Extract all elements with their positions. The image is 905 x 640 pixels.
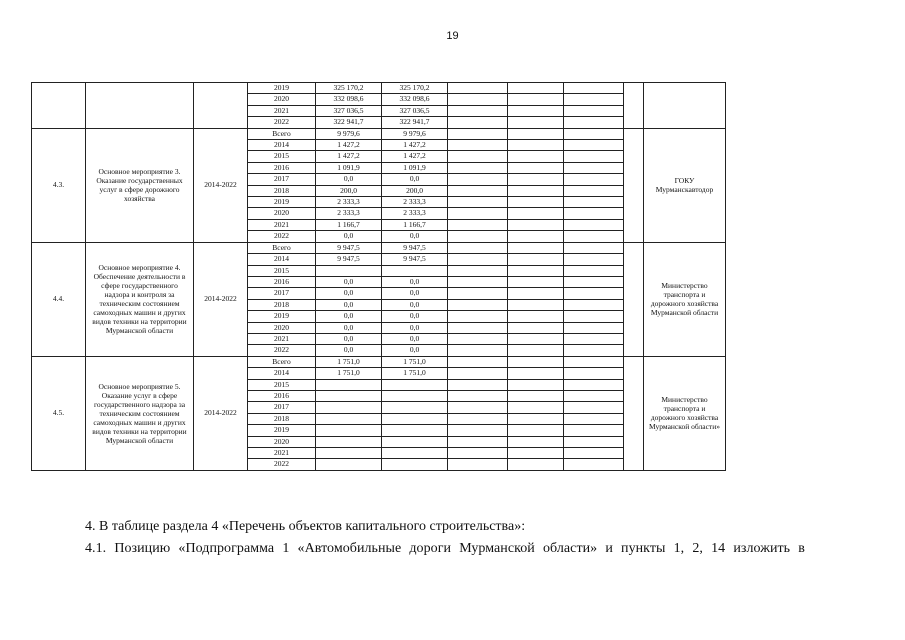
total-cell: 0,0 — [316, 311, 382, 322]
empty-cell — [508, 185, 564, 196]
empty-cell — [564, 299, 624, 310]
measure-name: Основное мероприятие 3. Оказание государственных услуг в сфере дорожного хозяйства — [86, 128, 194, 242]
total-cell: 0,0 — [316, 333, 382, 344]
year-cell: 2020 — [248, 94, 316, 105]
period-cell — [194, 83, 248, 129]
total-cell: 1 751,0 — [316, 356, 382, 367]
total-cell: 1 091,9 — [316, 162, 382, 173]
empty-cell — [508, 436, 564, 447]
measure-executor: Министерство транспорта и дорожного хозяйства Мурманской области — [644, 242, 726, 356]
regional-cell — [382, 459, 448, 470]
empty-cell — [564, 402, 624, 413]
regional-cell: 325 170,2 — [382, 83, 448, 94]
empty-cell — [508, 219, 564, 230]
empty-cell — [508, 413, 564, 424]
year-cell: 2016 — [248, 162, 316, 173]
empty-cell — [448, 231, 508, 242]
regional-cell: 9 947,5 — [382, 254, 448, 265]
empty-cell — [448, 436, 508, 447]
empty-cell — [508, 174, 564, 185]
empty-cell — [564, 345, 624, 356]
empty-cell — [508, 140, 564, 151]
measure-period: 2014-2022 — [194, 128, 248, 242]
executor-cell — [644, 83, 726, 129]
total-cell: 322 941,7 — [316, 117, 382, 128]
measure-executor: Министерство транспорта и дорожного хозяйства Мурманской области» — [644, 356, 726, 470]
regional-cell: 0,0 — [382, 333, 448, 344]
year-cell: 2020 — [248, 322, 316, 333]
spacer-cell — [624, 356, 644, 470]
regional-cell: 322 941,7 — [382, 117, 448, 128]
total-cell — [316, 459, 382, 470]
empty-cell — [508, 231, 564, 242]
empty-cell — [564, 94, 624, 105]
regional-cell: 0,0 — [382, 345, 448, 356]
empty-cell — [448, 185, 508, 196]
empty-cell — [448, 368, 508, 379]
empty-cell — [564, 105, 624, 116]
empty-cell — [508, 368, 564, 379]
empty-cell — [448, 413, 508, 424]
year-cell: 2019 — [248, 311, 316, 322]
regional-cell: 1 091,9 — [382, 162, 448, 173]
regional-cell: 0,0 — [382, 174, 448, 185]
total-cell: 0,0 — [316, 288, 382, 299]
measure-period: 2014-2022 — [194, 242, 248, 356]
empty-cell — [564, 128, 624, 139]
empty-cell — [564, 448, 624, 459]
empty-cell — [508, 242, 564, 253]
year-cell: Всего — [248, 242, 316, 253]
empty-cell — [448, 128, 508, 139]
regional-cell: 327 036,5 — [382, 105, 448, 116]
empty-cell — [508, 356, 564, 367]
regional-cell: 1 751,0 — [382, 356, 448, 367]
measure-name: Основное мероприятие 5. Оказание услуг в сфере государственного надзора за техническим состоянием самоходных машин и других видов техники на территории Мурманской области — [86, 356, 194, 470]
total-cell: 0,0 — [316, 345, 382, 356]
empty-cell — [508, 265, 564, 276]
empty-cell — [448, 425, 508, 436]
empty-cell — [508, 299, 564, 310]
empty-cell — [448, 242, 508, 253]
empty-cell — [508, 117, 564, 128]
measure-number: 4.5. — [32, 356, 86, 470]
table-row — [32, 83, 726, 94]
empty-cell — [564, 368, 624, 379]
empty-cell — [508, 402, 564, 413]
measure-name: Основное мероприятие 4. Обеспечение деятельности в сфере государственного надзора и контроля за техническим состоянием самоходных машин и других видов техники на территории Мурманской области — [86, 242, 194, 356]
empty-cell — [564, 379, 624, 390]
year-cell: 2016 — [248, 276, 316, 287]
year-cell: 2017 — [248, 174, 316, 185]
regional-cell: 0,0 — [382, 276, 448, 287]
empty-cell — [448, 402, 508, 413]
spacer-cell — [624, 128, 644, 242]
year-cell: 2021 — [248, 219, 316, 230]
empty-cell — [508, 459, 564, 470]
empty-cell — [564, 425, 624, 436]
empty-cell — [508, 254, 564, 265]
year-cell: 2016 — [248, 390, 316, 401]
empty-cell — [448, 356, 508, 367]
empty-cell — [564, 436, 624, 447]
regional-cell: 0,0 — [382, 231, 448, 242]
empty-cell — [508, 333, 564, 344]
empty-cell — [508, 83, 564, 94]
empty-cell — [564, 151, 624, 162]
empty-cell — [564, 254, 624, 265]
empty-cell — [448, 288, 508, 299]
empty-cell — [508, 390, 564, 401]
empty-cell — [448, 83, 508, 94]
empty-cell — [448, 265, 508, 276]
empty-cell — [448, 333, 508, 344]
empty-cell — [564, 288, 624, 299]
empty-cell — [564, 219, 624, 230]
regional-cell: 1 427,2 — [382, 151, 448, 162]
empty-cell — [448, 105, 508, 116]
measure-number: 4.4. — [32, 242, 86, 356]
year-cell: 2020 — [248, 436, 316, 447]
measure-period: 2014-2022 — [194, 356, 248, 470]
empty-cell — [448, 254, 508, 265]
total-cell: 0,0 — [316, 299, 382, 310]
empty-cell — [448, 162, 508, 173]
paragraph-section-4: 4. В таблице раздела 4 «Перечень объектов капитального строительства»: — [85, 519, 526, 534]
year-cell: Всего — [248, 356, 316, 367]
regional-cell: 1 427,2 — [382, 140, 448, 151]
total-cell — [316, 390, 382, 401]
total-cell — [316, 265, 382, 276]
empty-cell — [508, 425, 564, 436]
total-cell: 332 098,6 — [316, 94, 382, 105]
empty-cell — [508, 345, 564, 356]
regional-cell — [382, 425, 448, 436]
empty-cell — [508, 151, 564, 162]
empty-cell — [448, 94, 508, 105]
total-cell: 2 333,3 — [316, 208, 382, 219]
empty-cell — [448, 117, 508, 128]
regional-cell: 1 166,7 — [382, 219, 448, 230]
year-cell: 2015 — [248, 265, 316, 276]
empty-cell — [564, 197, 624, 208]
year-cell: 2021 — [248, 448, 316, 459]
empty-cell — [448, 345, 508, 356]
regional-cell: 0,0 — [382, 322, 448, 333]
empty-cell — [508, 162, 564, 173]
year-cell: 2015 — [248, 151, 316, 162]
empty-cell — [508, 379, 564, 390]
empty-cell — [508, 322, 564, 333]
empty-cell — [448, 322, 508, 333]
regional-cell — [382, 413, 448, 424]
total-cell — [316, 402, 382, 413]
total-cell: 9 947,5 — [316, 242, 382, 253]
total-cell: 1 166,7 — [316, 219, 382, 230]
empty-cell — [508, 197, 564, 208]
year-cell: 2021 — [248, 333, 316, 344]
empty-cell — [508, 276, 564, 287]
year-cell: 2019 — [248, 425, 316, 436]
empty-cell — [564, 322, 624, 333]
spacer-cell — [624, 242, 644, 356]
year-cell: 2022 — [248, 459, 316, 470]
page-number: 19 — [446, 30, 459, 42]
empty-cell — [448, 379, 508, 390]
total-cell: 9 979,6 — [316, 128, 382, 139]
total-cell: 1 427,2 — [316, 151, 382, 162]
empty-cell — [448, 174, 508, 185]
empty-cell — [508, 288, 564, 299]
empty-cell — [564, 413, 624, 424]
empty-cell — [564, 265, 624, 276]
total-cell: 9 947,5 — [316, 254, 382, 265]
year-cell: 2014 — [248, 140, 316, 151]
total-cell: 0,0 — [316, 174, 382, 185]
regional-cell: 0,0 — [382, 311, 448, 322]
empty-cell — [564, 242, 624, 253]
year-cell: 2017 — [248, 288, 316, 299]
empty-cell — [508, 208, 564, 219]
table-row — [32, 128, 726, 139]
year-cell: 2017 — [248, 402, 316, 413]
empty-cell — [448, 208, 508, 219]
empty-cell — [564, 208, 624, 219]
empty-cell — [508, 311, 564, 322]
empty-cell — [564, 231, 624, 242]
regional-cell: 9 979,6 — [382, 128, 448, 139]
regional-cell: 2 333,3 — [382, 197, 448, 208]
year-cell: Всего — [248, 128, 316, 139]
total-cell: 1 427,2 — [316, 140, 382, 151]
measure-number: 4.3. — [32, 128, 86, 242]
total-cell: 200,0 — [316, 185, 382, 196]
regional-cell: 2 333,3 — [382, 208, 448, 219]
regional-cell — [382, 379, 448, 390]
name-cell — [86, 83, 194, 129]
table-row — [32, 356, 726, 367]
total-cell — [316, 379, 382, 390]
empty-cell — [448, 448, 508, 459]
empty-cell — [564, 333, 624, 344]
total-cell: 0,0 — [316, 276, 382, 287]
total-cell: 325 170,2 — [316, 83, 382, 94]
total-cell — [316, 413, 382, 424]
regional-cell — [382, 436, 448, 447]
year-cell: 2014 — [248, 368, 316, 379]
empty-cell — [564, 162, 624, 173]
empty-cell — [564, 356, 624, 367]
total-cell: 327 036,5 — [316, 105, 382, 116]
total-cell — [316, 436, 382, 447]
empty-cell — [564, 185, 624, 196]
empty-cell — [448, 197, 508, 208]
regional-cell: 0,0 — [382, 288, 448, 299]
budget-table — [31, 82, 726, 471]
empty-cell — [564, 117, 624, 128]
measure-executor: ГОКУ Мурманскавтодор — [644, 128, 726, 242]
year-cell: 2022 — [248, 231, 316, 242]
total-cell — [316, 425, 382, 436]
regional-cell — [382, 402, 448, 413]
empty-cell — [564, 140, 624, 151]
year-cell: 2018 — [248, 185, 316, 196]
year-cell: 2022 — [248, 345, 316, 356]
year-cell: 2019 — [248, 83, 316, 94]
regional-cell — [382, 448, 448, 459]
regional-cell — [382, 390, 448, 401]
regional-cell: 0,0 — [382, 299, 448, 310]
empty-cell — [448, 276, 508, 287]
total-cell: 0,0 — [316, 231, 382, 242]
empty-cell — [564, 311, 624, 322]
spacer-cell — [624, 83, 644, 129]
regional-cell — [382, 265, 448, 276]
empty-cell — [448, 311, 508, 322]
empty-cell — [508, 448, 564, 459]
total-cell: 1 751,0 — [316, 368, 382, 379]
empty-cell — [564, 83, 624, 94]
regional-cell: 332 098,6 — [382, 94, 448, 105]
year-cell: 2015 — [248, 379, 316, 390]
num-cell — [32, 83, 86, 129]
year-cell: 2022 — [248, 117, 316, 128]
empty-cell — [448, 219, 508, 230]
year-cell: 2018 — [248, 299, 316, 310]
empty-cell — [448, 299, 508, 310]
empty-cell — [448, 459, 508, 470]
year-cell: 2018 — [248, 413, 316, 424]
empty-cell — [448, 151, 508, 162]
table-row — [32, 242, 726, 253]
empty-cell — [564, 276, 624, 287]
year-cell: 2019 — [248, 197, 316, 208]
empty-cell — [508, 94, 564, 105]
regional-cell: 9 947,5 — [382, 242, 448, 253]
empty-cell — [448, 140, 508, 151]
empty-cell — [508, 105, 564, 116]
empty-cell — [564, 390, 624, 401]
regional-cell: 1 751,0 — [382, 368, 448, 379]
total-cell: 0,0 — [316, 322, 382, 333]
year-cell: 2014 — [248, 254, 316, 265]
regional-cell: 200,0 — [382, 185, 448, 196]
total-cell: 2 333,3 — [316, 197, 382, 208]
empty-cell — [448, 390, 508, 401]
year-cell: 2020 — [248, 208, 316, 219]
empty-cell — [564, 174, 624, 185]
total-cell — [316, 448, 382, 459]
year-cell: 2021 — [248, 105, 316, 116]
empty-cell — [508, 128, 564, 139]
paragraph-item-4-1: 4.1. Позицию «Подпрограмма 1 «Автомобильные дороги Мурманской области» и пункты 1, 2, 14 изложить в — [85, 541, 805, 556]
empty-cell — [564, 459, 624, 470]
